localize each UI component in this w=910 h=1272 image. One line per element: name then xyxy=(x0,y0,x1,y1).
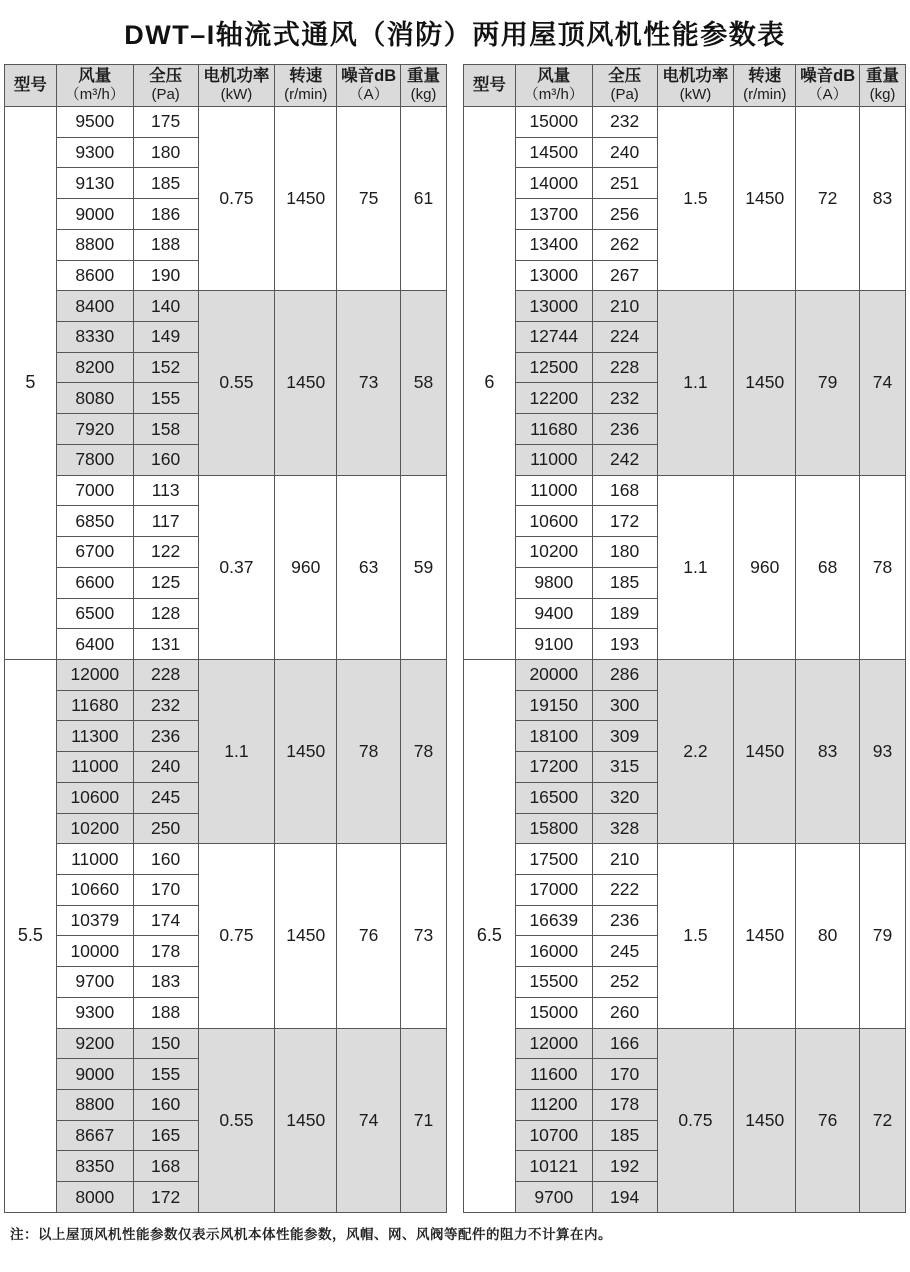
column-header-model xyxy=(464,65,516,107)
column-header-label: 全压 xyxy=(608,67,642,86)
column-header-unit: (kW) xyxy=(220,86,253,104)
pressure-cell: 158 xyxy=(133,414,198,445)
power-cell: 1.1 xyxy=(657,475,734,659)
pressure-cell: 180 xyxy=(133,137,198,168)
header-row xyxy=(5,65,447,107)
flow-cell: 7000 xyxy=(56,475,133,506)
noise-cell: 76 xyxy=(337,844,401,1028)
table-row xyxy=(5,844,447,875)
pressure-cell: 315 xyxy=(592,752,657,783)
pressure-cell: 170 xyxy=(133,874,198,905)
noise-cell: 73 xyxy=(337,291,401,475)
flow-cell: 9500 xyxy=(56,107,133,138)
column-header-unit: （A） xyxy=(348,86,389,104)
noise-cell: 68 xyxy=(796,475,860,659)
column-header-weight xyxy=(401,65,447,107)
flow-cell: 10600 xyxy=(515,506,592,537)
column-header-label: 风量 xyxy=(78,67,112,86)
noise-cell: 74 xyxy=(337,1028,401,1212)
flow-cell: 8800 xyxy=(56,1090,133,1121)
column-header-unit: (kW) xyxy=(679,86,712,104)
noise-cell: 75 xyxy=(337,107,401,291)
pressure-cell: 193 xyxy=(592,629,657,660)
power-cell: 0.55 xyxy=(198,1028,275,1212)
flow-cell: 6500 xyxy=(56,598,133,629)
column-header-label: 重量 xyxy=(407,67,441,86)
speed-cell: 1450 xyxy=(734,107,796,291)
pressure-cell: 236 xyxy=(592,414,657,445)
column-header-flow xyxy=(515,65,592,107)
pressure-cell: 267 xyxy=(592,260,657,291)
pressure-cell: 210 xyxy=(592,291,657,322)
noise-cell: 63 xyxy=(337,475,401,659)
column-header-unit: (r/min) xyxy=(743,86,787,104)
flow-cell: 10000 xyxy=(56,936,133,967)
flow-cell: 8080 xyxy=(56,383,133,414)
flow-cell: 19150 xyxy=(515,690,592,721)
weight-cell: 78 xyxy=(860,475,906,659)
speed-cell: 1450 xyxy=(275,844,337,1028)
table-row xyxy=(464,1028,906,1059)
column-header-pressure xyxy=(133,65,198,107)
pressure-cell: 240 xyxy=(592,137,657,168)
pressure-cell: 160 xyxy=(133,444,198,475)
column-header-label: 噪音dB xyxy=(800,67,856,86)
flow-cell: 9300 xyxy=(56,997,133,1028)
pressure-cell: 188 xyxy=(133,997,198,1028)
column-header-weight xyxy=(860,65,906,107)
flow-cell: 14500 xyxy=(515,137,592,168)
pressure-cell: 168 xyxy=(133,1151,198,1182)
pressure-cell: 183 xyxy=(133,967,198,998)
column-header-power xyxy=(657,65,734,107)
pressure-cell: 194 xyxy=(592,1182,657,1213)
weight-cell: 78 xyxy=(401,659,447,843)
pressure-cell: 149 xyxy=(133,322,198,353)
flow-cell: 11680 xyxy=(56,690,133,721)
speed-cell: 1450 xyxy=(734,659,796,843)
power-cell: 0.55 xyxy=(198,291,275,475)
flow-cell: 7920 xyxy=(56,414,133,445)
speed-cell: 1450 xyxy=(734,291,796,475)
power-cell: 0.75 xyxy=(198,844,275,1028)
header-row xyxy=(464,65,906,107)
pressure-cell: 240 xyxy=(133,752,198,783)
pressure-cell: 232 xyxy=(133,690,198,721)
column-header-unit: (r/min) xyxy=(284,86,328,104)
column-header-noise xyxy=(337,65,401,107)
pressure-cell: 160 xyxy=(133,844,198,875)
pressure-cell: 117 xyxy=(133,506,198,537)
flow-cell: 8400 xyxy=(56,291,133,322)
flow-cell: 9200 xyxy=(56,1028,133,1059)
flow-cell: 15800 xyxy=(515,813,592,844)
column-header-label: 型号 xyxy=(472,76,506,95)
column-header-unit: (Pa) xyxy=(610,86,639,104)
flow-cell: 6700 xyxy=(56,537,133,568)
pressure-cell: 242 xyxy=(592,444,657,475)
flow-cell: 20000 xyxy=(515,659,592,690)
pressure-cell: 192 xyxy=(592,1151,657,1182)
flow-cell: 10600 xyxy=(56,782,133,813)
weight-cell: 79 xyxy=(860,844,906,1028)
speed-cell: 1450 xyxy=(275,107,337,291)
flow-cell: 11300 xyxy=(56,721,133,752)
flow-cell: 11000 xyxy=(515,444,592,475)
table-row xyxy=(464,844,906,875)
flow-cell: 11000 xyxy=(56,844,133,875)
table-row xyxy=(5,659,447,690)
power-cell: 0.37 xyxy=(198,475,275,659)
table-row xyxy=(464,107,906,138)
column-header-label: 重量 xyxy=(866,67,900,86)
flow-cell: 10121 xyxy=(515,1151,592,1182)
column-header-label: 转速 xyxy=(289,67,323,86)
pressure-cell: 178 xyxy=(133,936,198,967)
flow-cell: 15000 xyxy=(515,997,592,1028)
flow-cell: 11680 xyxy=(515,414,592,445)
pressure-cell: 186 xyxy=(133,199,198,230)
pressure-cell: 185 xyxy=(592,567,657,598)
pressure-cell: 166 xyxy=(592,1028,657,1059)
weight-cell: 71 xyxy=(401,1028,447,1212)
column-header-label: 电机功率 xyxy=(662,67,729,86)
pressure-cell: 256 xyxy=(592,199,657,230)
speed-cell: 1450 xyxy=(275,659,337,843)
flow-cell: 10200 xyxy=(56,813,133,844)
model-cell: 6.5 xyxy=(464,659,516,1212)
column-header-unit: (kg) xyxy=(869,86,896,104)
pressure-cell: 320 xyxy=(592,782,657,813)
weight-cell: 58 xyxy=(401,291,447,475)
column-header-label: 噪音dB xyxy=(341,67,397,86)
flow-cell: 12500 xyxy=(515,352,592,383)
flow-cell: 8330 xyxy=(56,322,133,353)
flow-cell: 11200 xyxy=(515,1090,592,1121)
flow-cell: 11000 xyxy=(515,475,592,506)
flow-cell: 9130 xyxy=(56,168,133,199)
table-row xyxy=(464,659,906,690)
pressure-cell: 252 xyxy=(592,967,657,998)
pressure-cell: 122 xyxy=(133,537,198,568)
power-cell: 0.75 xyxy=(657,1028,734,1212)
pressure-cell: 309 xyxy=(592,721,657,752)
model-cell: 6 xyxy=(464,107,516,660)
table-row xyxy=(5,107,447,138)
spec-table-right xyxy=(463,64,906,1213)
pressure-cell: 188 xyxy=(133,229,198,260)
flow-cell: 8000 xyxy=(56,1182,133,1213)
weight-cell: 73 xyxy=(401,844,447,1028)
speed-cell: 960 xyxy=(275,475,337,659)
pressure-cell: 232 xyxy=(592,107,657,138)
flow-cell: 13700 xyxy=(515,199,592,230)
pressure-cell: 228 xyxy=(592,352,657,383)
flow-cell: 17500 xyxy=(515,844,592,875)
column-header-pressure xyxy=(592,65,657,107)
flow-cell: 10379 xyxy=(56,905,133,936)
speed-cell: 960 xyxy=(734,475,796,659)
table-row xyxy=(464,291,906,322)
column-header-noise xyxy=(796,65,860,107)
flow-cell: 8600 xyxy=(56,260,133,291)
flow-cell: 8200 xyxy=(56,352,133,383)
power-cell: 1.1 xyxy=(198,659,275,843)
weight-cell: 83 xyxy=(860,107,906,291)
flow-cell: 16000 xyxy=(515,936,592,967)
footer-note: 注：以上屋顶风机性能参数仅表示风机本体性能参数，风帽、网、风阀等配件的阻力不计算在内。 xyxy=(10,1226,612,1242)
pressure-cell: 155 xyxy=(133,383,198,414)
pressure-cell: 160 xyxy=(133,1090,198,1121)
pressure-cell: 224 xyxy=(592,322,657,353)
flow-cell: 9400 xyxy=(515,598,592,629)
column-header-flow xyxy=(56,65,133,107)
flow-cell: 12000 xyxy=(515,1028,592,1059)
table-row xyxy=(5,1028,447,1059)
pressure-cell: 328 xyxy=(592,813,657,844)
table-row xyxy=(5,475,447,506)
table-row xyxy=(5,291,447,322)
column-header-label: 电机功率 xyxy=(203,67,270,86)
spec-table xyxy=(463,64,906,1213)
pressure-cell: 180 xyxy=(592,537,657,568)
power-cell: 1.5 xyxy=(657,107,734,291)
tables-container xyxy=(0,64,910,1213)
pressure-cell: 250 xyxy=(133,813,198,844)
pressure-cell: 245 xyxy=(133,782,198,813)
flow-cell: 12200 xyxy=(515,383,592,414)
flow-cell: 10660 xyxy=(56,874,133,905)
column-header-unit: （m³/h） xyxy=(523,86,584,104)
flow-cell: 12000 xyxy=(56,659,133,690)
pressure-cell: 251 xyxy=(592,168,657,199)
pressure-cell: 125 xyxy=(133,567,198,598)
noise-cell: 83 xyxy=(796,659,860,843)
pressure-cell: 128 xyxy=(133,598,198,629)
pressure-cell: 185 xyxy=(592,1120,657,1151)
speed-cell: 1450 xyxy=(734,1028,796,1212)
flow-cell: 6850 xyxy=(56,506,133,537)
column-header-label: 全压 xyxy=(149,67,183,86)
column-header-speed xyxy=(734,65,796,107)
column-header-unit: （m³/h） xyxy=(64,86,125,104)
flow-cell: 16639 xyxy=(515,905,592,936)
pressure-cell: 228 xyxy=(133,659,198,690)
pressure-cell: 165 xyxy=(133,1120,198,1151)
pressure-cell: 152 xyxy=(133,352,198,383)
model-cell: 5 xyxy=(5,107,57,660)
flow-cell: 15500 xyxy=(515,967,592,998)
pressure-cell: 236 xyxy=(133,721,198,752)
flow-cell: 17200 xyxy=(515,752,592,783)
pressure-cell: 178 xyxy=(592,1090,657,1121)
pressure-cell: 300 xyxy=(592,690,657,721)
flow-cell: 12744 xyxy=(515,322,592,353)
flow-cell: 14000 xyxy=(515,168,592,199)
pressure-cell: 131 xyxy=(133,629,198,660)
flow-cell: 9000 xyxy=(56,199,133,230)
pressure-cell: 210 xyxy=(592,844,657,875)
speed-cell: 1450 xyxy=(275,1028,337,1212)
pressure-cell: 174 xyxy=(133,905,198,936)
power-cell: 1.1 xyxy=(657,291,734,475)
column-header-unit: （A） xyxy=(807,86,848,104)
column-header-label: 风量 xyxy=(537,67,571,86)
pressure-cell: 260 xyxy=(592,997,657,1028)
flow-cell: 8350 xyxy=(56,1151,133,1182)
flow-cell: 9000 xyxy=(56,1059,133,1090)
power-cell: 1.5 xyxy=(657,844,734,1028)
spec-table xyxy=(4,64,447,1213)
flow-cell: 13000 xyxy=(515,291,592,322)
noise-cell: 78 xyxy=(337,659,401,843)
flow-cell: 11600 xyxy=(515,1059,592,1090)
speed-cell: 1450 xyxy=(275,291,337,475)
noise-cell: 72 xyxy=(796,107,860,291)
noise-cell: 79 xyxy=(796,291,860,475)
pressure-cell: 236 xyxy=(592,905,657,936)
pressure-cell: 185 xyxy=(133,168,198,199)
flow-cell: 18100 xyxy=(515,721,592,752)
column-header-label: 型号 xyxy=(13,76,47,95)
spec-table-left xyxy=(4,64,447,1213)
table-row xyxy=(464,475,906,506)
power-cell: 2.2 xyxy=(657,659,734,843)
flow-cell: 9100 xyxy=(515,629,592,660)
pressure-cell: 175 xyxy=(133,107,198,138)
pressure-cell: 150 xyxy=(133,1028,198,1059)
flow-cell: 11000 xyxy=(56,752,133,783)
flow-cell: 6400 xyxy=(56,629,133,660)
weight-cell: 93 xyxy=(860,659,906,843)
flow-cell: 6600 xyxy=(56,567,133,598)
pressure-cell: 189 xyxy=(592,598,657,629)
column-header-model xyxy=(5,65,57,107)
flow-cell: 17000 xyxy=(515,874,592,905)
pressure-cell: 190 xyxy=(133,260,198,291)
flow-cell: 8800 xyxy=(56,229,133,260)
column-header-unit: (kg) xyxy=(410,86,437,104)
pressure-cell: 168 xyxy=(592,475,657,506)
column-header-unit: (Pa) xyxy=(151,86,180,104)
weight-cell: 72 xyxy=(860,1028,906,1212)
pressure-cell: 140 xyxy=(133,291,198,322)
flow-cell: 9700 xyxy=(56,967,133,998)
pressure-cell: 222 xyxy=(592,874,657,905)
flow-cell: 13000 xyxy=(515,260,592,291)
pressure-cell: 155 xyxy=(133,1059,198,1090)
speed-cell: 1450 xyxy=(734,844,796,1028)
flow-cell: 10200 xyxy=(515,537,592,568)
pressure-cell: 113 xyxy=(133,475,198,506)
pressure-cell: 170 xyxy=(592,1059,657,1090)
pressure-cell: 232 xyxy=(592,383,657,414)
weight-cell: 74 xyxy=(860,291,906,475)
weight-cell: 61 xyxy=(401,107,447,291)
flow-cell: 9300 xyxy=(56,137,133,168)
pressure-cell: 172 xyxy=(133,1182,198,1213)
flow-cell: 7800 xyxy=(56,444,133,475)
flow-cell: 9700 xyxy=(515,1182,592,1213)
flow-cell: 16500 xyxy=(515,782,592,813)
flow-cell: 8667 xyxy=(56,1120,133,1151)
pressure-cell: 262 xyxy=(592,229,657,260)
power-cell: 0.75 xyxy=(198,107,275,291)
model-cell: 5.5 xyxy=(5,659,57,1212)
flow-cell: 9800 xyxy=(515,567,592,598)
column-header-power xyxy=(198,65,275,107)
pressure-cell: 286 xyxy=(592,659,657,690)
noise-cell: 76 xyxy=(796,1028,860,1212)
flow-cell: 13400 xyxy=(515,229,592,260)
flow-cell: 15000 xyxy=(515,107,592,138)
weight-cell: 59 xyxy=(401,475,447,659)
pressure-cell: 172 xyxy=(592,506,657,537)
column-header-label: 转速 xyxy=(748,67,782,86)
pressure-cell: 245 xyxy=(592,936,657,967)
column-header-speed xyxy=(275,65,337,107)
flow-cell: 10700 xyxy=(515,1120,592,1151)
page-title: DWT–I轴流式通风（消防）两用屋顶风机性能参数表 xyxy=(124,20,786,50)
noise-cell: 80 xyxy=(796,844,860,1028)
